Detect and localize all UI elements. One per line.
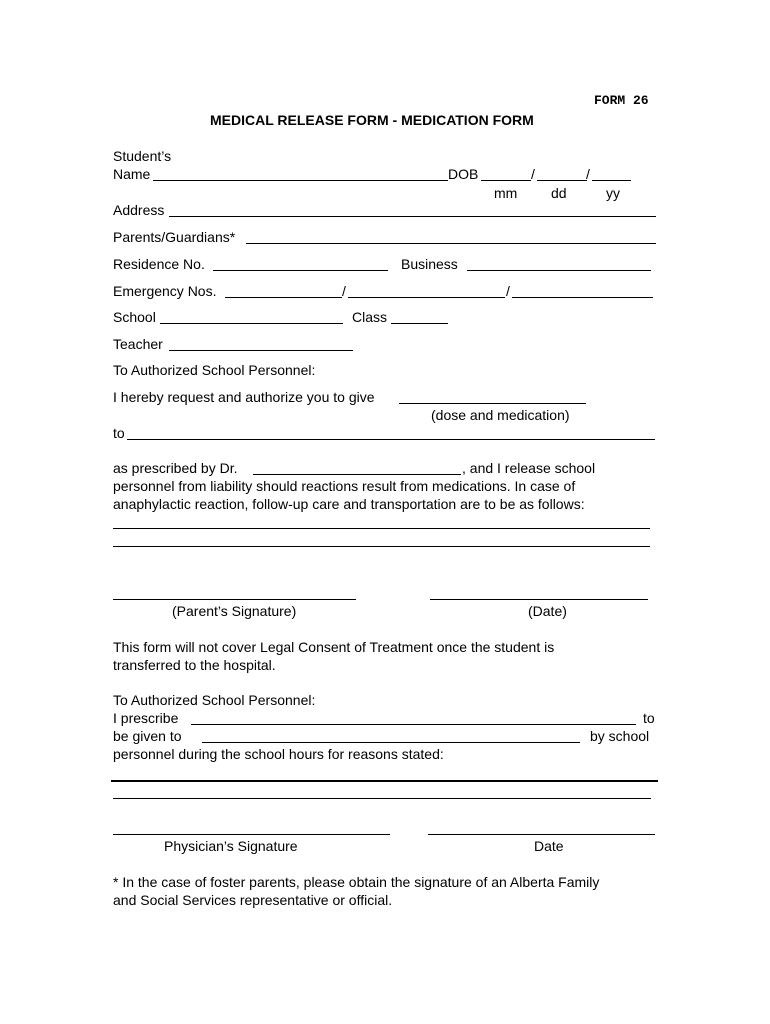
form-title: MEDICAL RELEASE FORM - MEDICATION FORM [210,112,534,128]
follow-up-field-2[interactable] [113,546,650,547]
physician-date-field[interactable] [428,834,655,835]
emergency-field-2[interactable] [348,297,505,298]
dose-caption: (dose and medication) [431,407,570,423]
request-text: I hereby request and authorize you to give [113,389,375,405]
dob-day-field[interactable] [537,180,587,181]
form-number: FORM 26 [594,93,649,108]
parent-signature-caption: (Parent’s Signature) [172,603,297,619]
emergency-separator: / [342,283,346,299]
dob-mm-caption: mm [494,185,518,201]
reasons-field-1[interactable] [111,780,658,782]
emergency-field-1[interactable] [225,297,342,298]
consent-text-line2: transferred to the hospital. [113,657,276,673]
footnote-line1: * In the case of foster parents, please obtain the signature of an Alberta Family [113,874,600,890]
dose-medication-field[interactable] [399,403,586,404]
class-field[interactable] [391,323,448,324]
physician-salutation: To Authorized School Personnel: [113,692,316,708]
emergency-label: Emergency Nos. [113,283,217,299]
liability-text: personnel from liability should reactions result from medications. In case of [113,478,576,494]
physician-date-caption: Date [534,838,564,854]
dob-year-field[interactable] [592,180,631,181]
dob-yy-caption: yy [606,185,620,201]
parents-label: Parents/Guardians* [113,229,236,245]
given-to-label: be given to [113,728,182,744]
residence-label: Residence No. [113,256,205,272]
school-label: School [113,309,156,325]
student-label: Student’s [113,148,172,164]
prescribe-to-label: to [643,710,655,726]
parents-field[interactable] [246,243,656,244]
release-text: , and I release school [462,460,596,476]
emergency-separator: / [506,283,510,299]
dob-label: DOB [448,166,479,182]
student-name-field[interactable] [153,180,448,181]
teacher-label: Teacher [113,336,163,352]
address-label: Address [113,202,165,218]
given-to-field[interactable] [202,742,580,743]
dob-month-field[interactable] [481,180,531,181]
reasons-field-2[interactable] [113,798,651,799]
class-label: Class [352,309,388,325]
school-field[interactable] [160,323,343,324]
anaphylactic-text: anaphylactic reaction, follow-up care and transportation are to be as follows: [113,496,585,512]
follow-up-field-1[interactable] [113,528,650,529]
prescribed-by-label: as prescribed by Dr. [113,460,238,476]
dob-separator: / [586,166,590,182]
business-field[interactable] [467,270,651,271]
parent-signature-field[interactable] [113,599,356,600]
to-label: to [113,425,125,441]
dob-separator: / [531,166,535,182]
teacher-field[interactable] [169,350,353,351]
physician-signature-field[interactable] [113,834,390,835]
consent-text-line1: This form will not cover Legal Consent of Treatment once the student is [113,639,555,655]
address-field[interactable] [169,216,656,217]
recipient-field[interactable] [127,439,655,440]
business-label: Business [401,256,458,272]
residence-field[interactable] [213,270,388,271]
parent-date-field[interactable] [430,599,648,600]
parent-salutation: To Authorized School Personnel: [113,362,316,378]
doctor-name-field[interactable] [253,474,461,475]
by-school-label: by school [590,728,650,744]
name-label: Name [113,166,151,182]
footnote-line2: and Social Services representative or official. [113,892,393,908]
prescribe-label: I prescribe [113,710,179,726]
dob-dd-caption: dd [551,185,567,201]
physician-signature-caption: Physician’s Signature [164,838,298,854]
prescription-field[interactable] [191,724,636,725]
parent-date-caption: (Date) [528,603,567,619]
emergency-field-3[interactable] [512,297,653,298]
reasons-text: personnel during the school hours for reasons stated: [113,746,444,762]
